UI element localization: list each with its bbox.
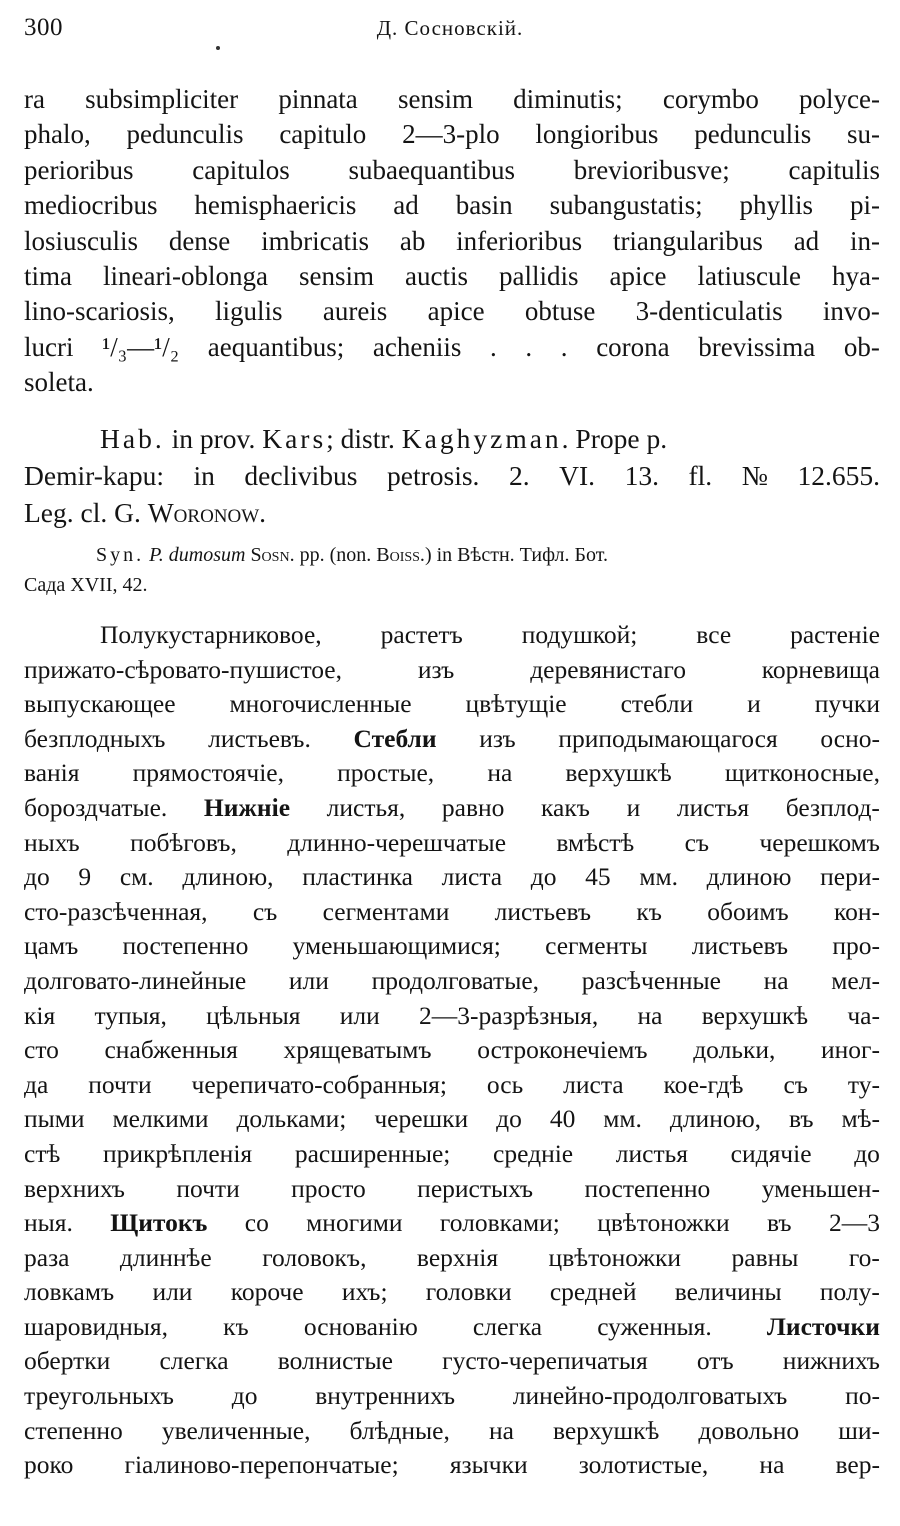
text-line: до 9 см. длиною, пластинка листа до 45 мм. длиною пери- <box>24 862 880 892</box>
text-line: lino-scariosis, ligulis aureis apice obtuse 3-denticulatis invo- <box>24 296 880 327</box>
synonym-author-2: Boiss. <box>376 544 425 566</box>
synonym-text: pp. (non. <box>294 544 377 566</box>
habitat-line-3 <box>24 494 880 531</box>
synonym-name: P. dumosum <box>149 544 246 566</box>
text-line: степенно увеличенные, блѣдные, на верхушкѣ довольно ши- <box>24 1415 880 1445</box>
habitat-text: ; distr. <box>326 423 402 454</box>
running-head: Д. Сосновскій. <box>376 16 524 40</box>
russian-description <box>24 618 880 1483</box>
text-line: losiusculis dense imbricatis ab inferioribus triangularibus ad in- <box>24 225 880 256</box>
text-line: раза длиннѣе головокъ, верхнія цвѣтоножки равны го- <box>24 1242 880 1272</box>
text-line: треугольныхъ до внутреннихъ линейно-продолговатыхъ по- <box>24 1381 880 1411</box>
text-line: пыми мелкими дольками; черешки до 40 мм. длиною, въ мѣ- <box>24 1104 880 1134</box>
text-line: ra subsimpliciter pinnata sensim diminutis; corymbo polyce- <box>24 84 880 114</box>
text-line: верхнихъ почти просто перистыхъ постепенно уменьшен- <box>24 1173 880 1203</box>
text-line: выпускающее многочисленные цвѣтущіе стебли и пучки <box>24 689 880 719</box>
text-line: да почти черепичато-собранныя; ось листа кое-гдѣ съ ту- <box>24 1069 880 1099</box>
synonym-paragraph <box>24 540 880 600</box>
collector-name: Woronow <box>147 497 260 528</box>
ink-speck <box>216 46 220 50</box>
text-line: ныхъ побѣговъ, длинно-черешчатые вмѣстѣ съ черешкомъ <box>24 827 880 857</box>
text-line: кія тупыя, цѣльныя или 2—3-разрѣзныя, на верхушкѣ ча- <box>24 1000 880 1030</box>
text-line: soleta. <box>24 367 94 398</box>
habitat-text: Leg. cl. G. <box>24 497 148 528</box>
text-line: прижато-сѣровато-пушистое, изъ деревянистаго корневища <box>24 654 880 684</box>
text-line: lucri ¹/₃—¹/₂ aequantibus; acheniis . . . corona brevissima ob- <box>24 331 880 362</box>
habitat-label: Hab. <box>100 423 165 454</box>
page-header <box>24 14 876 48</box>
page-number: 300 <box>24 14 63 41</box>
latin-diagnosis <box>24 82 880 401</box>
habitat-province: Kars <box>262 423 327 454</box>
text-line: бороздчатые. Нижніе листья, равно какъ и листья безплод- <box>24 792 880 822</box>
text-line: цамъ постепенно уменьшающимися; сегменты листьевъ про- <box>24 931 880 961</box>
synonym-author: Sosn. <box>250 544 295 566</box>
text-line: mediocribus hemisphaericis ad basin subangustatis; phyllis pi- <box>24 190 880 221</box>
text-line: стѣ прикрѣпленія расширенные; средніе листья сидячіе до <box>24 1138 880 1168</box>
text-line: ванія прямостоячіе, простые, на верхушкѣ щитконосные, <box>24 758 880 788</box>
synonym-label: Syn. <box>96 544 145 566</box>
text-line: perioribus capitulos subaequantibus brevioribusve; capitulis <box>24 154 880 185</box>
text-line: роко гіалиново-перепончатые; язычки золотистые, на вер- <box>24 1450 880 1480</box>
synonym-text: ) in Вѣстн. Тифл. Бот. <box>424 544 608 566</box>
text-line: сто-разсѣченная, съ сегментами листьевъ къ обоимъ кон- <box>24 896 880 926</box>
synonym-line-1 <box>24 540 880 570</box>
habitat-line-2: Demir-kapu: in declivibus petrosis. 2. VI. 13. fl. № 12.655. <box>24 460 880 491</box>
text-line: ловкамъ или короче ихъ; головки средней величины полу- <box>24 1277 880 1307</box>
habitat-district: Kaghyzman <box>401 423 562 454</box>
habitat-text: in prov. <box>164 423 263 454</box>
habitat-text: . <box>259 497 267 528</box>
text-line: безплодныхъ листьевъ. Стебли изъ приподымающагося осно- <box>24 723 880 753</box>
synonym-line-2: Сада XVII, 42. <box>24 574 148 596</box>
text-line: tima lineari-oblonga sensim auctis pallidis apice latiuscule hya- <box>24 260 880 291</box>
text-line: ныя. Щитокъ со многими головками; цвѣтоножки въ 2—3 <box>24 1208 880 1238</box>
habitat-text: . Prope p. <box>561 423 668 454</box>
text-line: шаровидныя, къ основанію слегка суженныя. Листочки <box>24 1311 880 1341</box>
text-line: обертки слегка волнистые густо-черепичатыя отъ нижнихъ <box>24 1346 880 1376</box>
text-line: Полукустарниковое, растетъ подушкой; все растеніе <box>100 620 880 649</box>
habitat-line-1 <box>24 420 880 457</box>
text-line: долговато-линейные или продолговатые, разсѣченные на мел- <box>24 965 880 995</box>
text-line: сто снабженныя хрящеватымъ остроконечіемъ дольки, иног- <box>24 1035 880 1065</box>
habitat-paragraph <box>24 420 880 531</box>
text-line: phalo, pedunculis capitulo 2—3-plo longioribus pedunculis su- <box>24 119 880 150</box>
